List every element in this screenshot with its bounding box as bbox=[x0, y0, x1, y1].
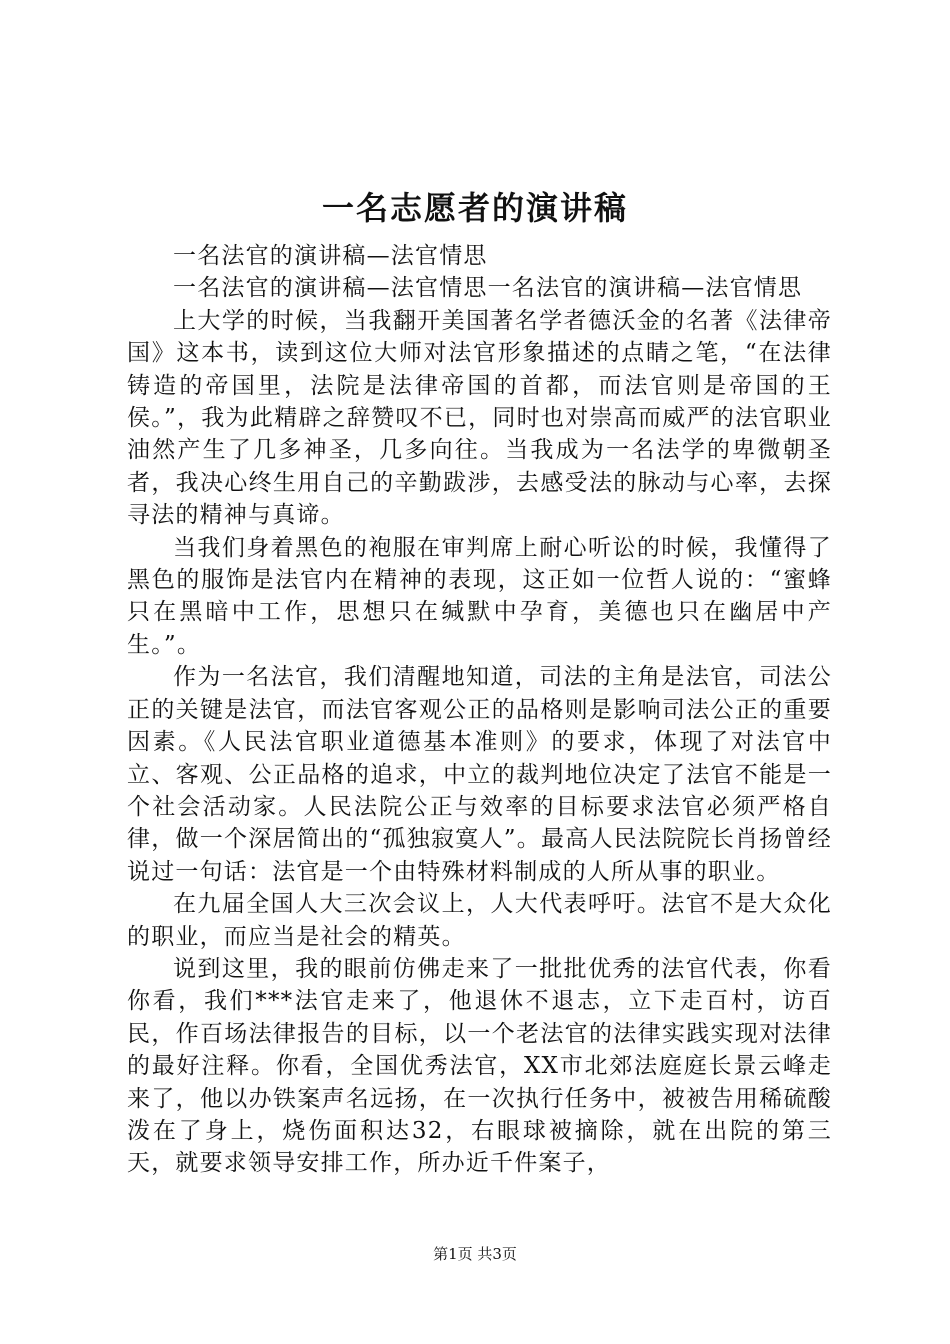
paragraph-judge-role: 作为一名法官，我们清醒地知道，司法的主角是法官，司法公正的关键是法官，而法官客观公正的品格则是影响司法公正的重要因素。《人民法官职业道德基本准则》的要求，体现了对法官中立、客观、公正品格的追求，中立的裁判地位决定了法官不能是一个社会活动家。人民法院公正与效率的目标要求法官必须严格自律，做一个深居简出的“孤独寂寞人”。最高人民法院院长肖扬曾经说过一句话：法官是一个由特殊材料制成的人所从事的职业。 bbox=[127, 664, 832, 885]
paragraph-repeat-title: 一名法官的演讲稿—法官情思一名法官的演讲稿—法官情思 bbox=[173, 275, 803, 302]
document-title: 一名志愿者的演讲稿 bbox=[321, 189, 628, 227]
paragraph-black-robe: 当我们身着黑色的袍服在审判席上耐心听讼的时候，我懂得了黑色的服饰是法官内在精神的表现，这正如一位哲人说的：“蜜蜂只在黑暗中工作，思想只在缄默中孕育，美德也只在幽居中产生。”。 bbox=[127, 534, 832, 658]
page-number-footer: 第1页 共3页 bbox=[433, 1245, 517, 1263]
paragraph-outstanding-judges: 说到这里，我的眼前仿佛走来了一批批优秀的法官代表，你看你看，我们***法官走来了，他退休不退志，立下走百村，访百民，作百场法律报告的目标，以一个老法官的法律实践实现对法律的最好注释。你看，全国优秀法官，XX市北郊法庭庭长景云峰走来了，他以办铁案声名远扬，在一次执行任务中，被被告用稀硫酸泼在了身上，烧伤面积达32，右眼球被摘除，就在出院的第三天，就要求领导安排工作，所办近千件案子， bbox=[127, 955, 832, 1177]
paragraph-university: 上大学的时候，当我翻开美国著名学者德沃金的名著《法律帝国》这本书，读到这位大师对法官形象描述的点睛之笔，“在法律铸造的帝国里，法院是法律帝国的首都，而法官则是帝国的王侯。”，我为此精辟之辞赞叹不已，同时也对崇高而威严的法官职业油然产生了几多神圣，几多向往。当我成为一名法学的卑微朝圣者，我决心终生用自己的辛勤跋涉，去感受法的脉动与心率，去探寻法的精神与真谛。 bbox=[127, 307, 832, 529]
paragraph-subtitle: 一名法官的演讲稿—法官情思 bbox=[173, 243, 488, 269]
paragraph-npc-session: 在九届全国人大三次会议上，人大代表呼吁。法官不是大众化的职业，而应当是社会的精英。 bbox=[127, 891, 832, 950]
document-body bbox=[127, 240, 832, 1180]
